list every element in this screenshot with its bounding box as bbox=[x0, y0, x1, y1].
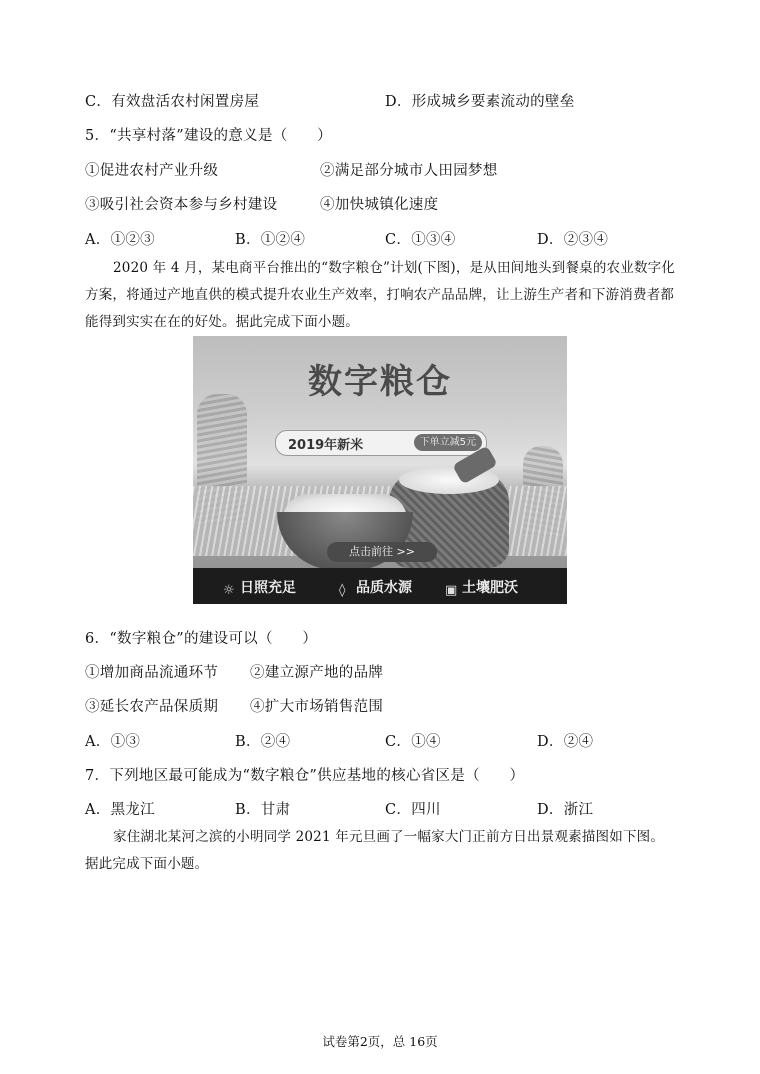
feature-soil-label: 土壤肥沃 bbox=[462, 580, 518, 596]
q6-item-3: ③延长农产品保质期 bbox=[85, 699, 219, 715]
q6-item-2: ②建立源产地的品牌 bbox=[250, 665, 384, 681]
tagline-text: 2019年新米 bbox=[288, 438, 364, 453]
q6-option-b: B．②④ bbox=[235, 734, 291, 750]
q5-item-2: ②满足部分城市人田园梦想 bbox=[320, 163, 498, 179]
q5-option-d: D．②③④ bbox=[537, 232, 609, 248]
q7-option-a: A．黑龙江 bbox=[85, 802, 155, 818]
q6-option-d: D．②④ bbox=[537, 734, 594, 750]
q6-item-1: ①增加商品流通环节 bbox=[85, 665, 219, 681]
image-title: 数字粮仓 bbox=[308, 362, 452, 402]
q5-option-a: A．①②③ bbox=[85, 232, 155, 248]
q7-stem: 7．下列地区最可能成为“数字粮仓”供应基地的核心省区是（ ） bbox=[85, 768, 525, 784]
q7-option-b: B．甘肃 bbox=[235, 802, 291, 818]
cta-button: 点击前往 >> bbox=[327, 542, 437, 562]
feature-bar bbox=[193, 568, 567, 604]
q5-option-c: C．①③④ bbox=[385, 232, 456, 248]
soil-icon: ▣ bbox=[445, 583, 458, 598]
feature-sunshine bbox=[223, 577, 296, 598]
page-footer: 试卷第2页，总 16页 bbox=[322, 1034, 438, 1049]
q5-item-4: ④加快城镇化速度 bbox=[320, 197, 439, 213]
q7-option-d: D．浙江 bbox=[537, 802, 594, 818]
q5-item-1: ①促进农村产业升级 bbox=[85, 163, 219, 179]
q5-stem: 5．“共享村落”建设的意义是（ ） bbox=[85, 128, 332, 144]
q4-option-d: D．形成城乡要素流动的壁垒 bbox=[385, 94, 575, 110]
passage-digital-granary: 2020 年 4 月，某电商平台推出的“数字粮仓”计划(下图)，是从田间地头到餐桌的农业数字化方案，将通过产地直供的模式提升农业生产效率，打响农产品品牌，让上游生产者和下游消费者都能得到实实在在的好处。据此完成下面小题。 bbox=[85, 260, 676, 330]
discount-badge: 下单立减5元 bbox=[414, 434, 482, 451]
q5-option-b: B．①②④ bbox=[235, 232, 306, 248]
water-drop-icon: ◊ bbox=[339, 583, 346, 598]
feature-soil bbox=[445, 577, 518, 598]
feature-water bbox=[339, 577, 412, 598]
q6-item-4: ④扩大市场销售范围 bbox=[250, 699, 384, 715]
q5-item-3: ③吸引社会资本参与乡村建设 bbox=[85, 197, 278, 213]
q6-option-a: A．①③ bbox=[85, 734, 141, 750]
q6-stem: 6．“数字粮仓”的建设可以（ ） bbox=[85, 631, 318, 647]
sun-icon: ☼ bbox=[223, 583, 235, 598]
feature-water-label: 品质水源 bbox=[356, 580, 412, 596]
image-tagline bbox=[275, 430, 487, 456]
feature-sunshine-label: 日照充足 bbox=[240, 580, 296, 596]
digital-granary-image bbox=[193, 336, 567, 604]
passage-sunrise-sketch: 家住湖北某河之滨的小明同学 2021 年元旦画了一幅家大门正前方日出景观素描图如下图。据此完成下面小题。 bbox=[85, 829, 665, 872]
q4-option-c: C．有效盘活农村闲置房屋 bbox=[85, 94, 260, 110]
q6-option-c: C．①④ bbox=[385, 734, 441, 750]
q7-option-c: C．四川 bbox=[385, 802, 441, 818]
